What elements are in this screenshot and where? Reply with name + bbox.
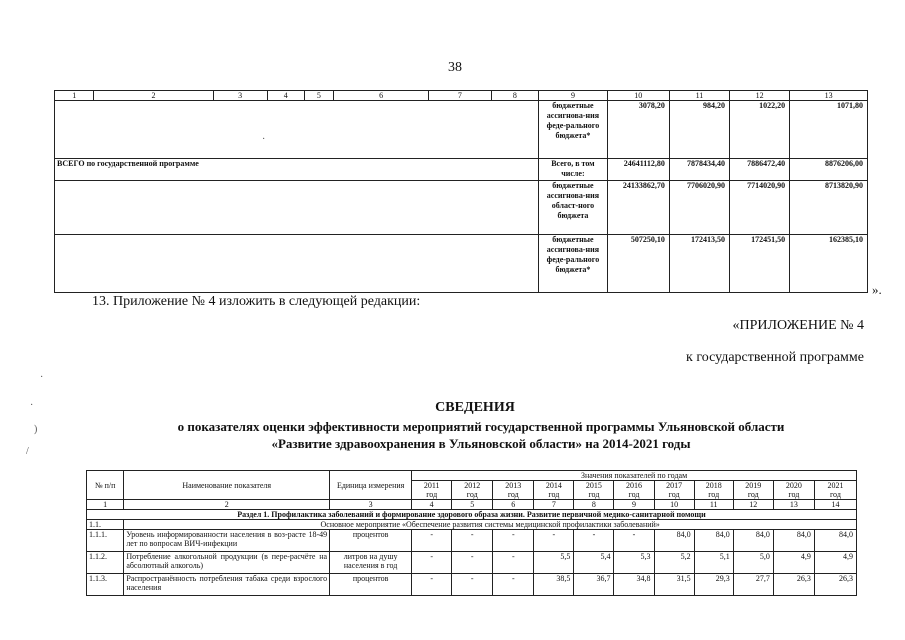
indicators-table [86,470,857,596]
indicator-unit: процентов [330,574,412,596]
indicator-unit: литров на душу населения в год [330,552,412,574]
year-cell: 2012 год [452,481,493,500]
budget-table [54,90,868,293]
year-cell: 2013 год [493,481,534,500]
value-cell: 8876206,00 [790,159,868,181]
value-cell: 1071,80 [790,101,868,159]
col-num: 6 [493,500,534,510]
table-row [55,159,868,181]
year-cell: 2020 год [773,481,814,500]
col-num: 7 [429,91,491,101]
value-cell: 162385,10 [790,235,868,293]
document-subtitle-2: «Развитие здравоохранения в Ульяновской области» на 2014-2021 годы [271,436,691,451]
indicator-name: Уровень информированности населения в воз-расте 18-49 лет по вопросам ВИЧ-инфекции [124,530,330,552]
value-cell: 507250,10 [607,235,669,293]
value-cell: 84,0 [654,530,694,552]
col-num: 4 [267,91,304,101]
value-cell: - [412,574,452,596]
col-num: 13 [773,500,814,510]
value-cell: 1022,20 [730,101,790,159]
indicator-name: Распространённость потребления табака среди взрослого населения [124,574,330,596]
year-cell: 2019 год [733,481,773,500]
col-num: 2 [124,500,330,510]
value-cell: 24133862,70 [607,181,669,235]
scan-mark: · [262,134,266,145]
value-cell: 5,5 [534,552,574,574]
program-label-cell [55,101,539,159]
col-num: 13 [790,91,868,101]
col-num: 1 [87,500,124,510]
value-cell: 5,4 [574,552,614,574]
year-cell: 2015 год [574,481,614,500]
col-num: 3 [330,500,412,510]
value-cell: 84,0 [694,530,733,552]
column-number-row [87,500,857,510]
row-no: 1.1.1. [87,530,124,552]
funding-source: Всего, в том числе: [539,159,607,181]
table-row [55,101,868,159]
value-cell: - [493,530,534,552]
funding-source: бюджетные ассигнова-ния област-ного бюджета [539,181,607,235]
value-cell: 31,5 [654,574,694,596]
row-no: 1.1.2. [87,552,124,574]
value-cell: 984,20 [669,101,729,159]
col-num: 10 [654,500,694,510]
col-num: 12 [730,91,790,101]
col-num: 7 [534,500,574,510]
year-cell: 2011 год [412,481,452,500]
col-num: 5 [452,500,493,510]
year-cell: 2021 год [814,481,856,500]
appendix-label: «ПРИЛОЖЕНИЕ № 4 [732,318,864,333]
scan-mark: · [30,400,34,411]
program-label-cell [55,235,539,293]
table-row [87,530,857,552]
col-num: 9 [539,91,607,101]
value-cell: - [452,552,493,574]
col-num: 3 [213,91,267,101]
col-num: 1 [55,91,94,101]
table-row [87,552,857,574]
table-row [55,181,868,235]
header-values: Значения показателей по годам [412,471,857,481]
value-cell: 7878434,40 [669,159,729,181]
value-cell: 8713820,90 [790,181,868,235]
value-cell: 3078,20 [607,101,669,159]
measure-row [87,520,857,530]
header-name: Наименование показателя [124,471,330,500]
value-cell: - [493,574,534,596]
document-subtitle-1: о показателях оценки эффективности мероприятий государственной программы Ульяновской области [177,419,785,434]
value-cell: - [493,552,534,574]
value-cell: 5,0 [733,552,773,574]
value-cell: 4,9 [773,552,814,574]
indicator-unit: процентов [330,530,412,552]
col-num: 11 [669,91,729,101]
header-no: № п/п [87,471,124,500]
section-title: Раздел 1. Профилактика заболеваний и формирование здорового образа жизни. Развитие первичной медико-санитарной помощи [87,510,857,520]
value-cell: 7886472,40 [730,159,790,181]
value-cell: - [452,574,493,596]
value-cell: 172413,50 [669,235,729,293]
col-num: 11 [694,500,733,510]
item-text: 13. Приложение № 4 изложить в следующей редакции: [92,294,421,309]
document-title: СВЕДЕНИЯ [435,400,515,415]
value-cell: - [534,530,574,552]
value-cell: 7714020,90 [730,181,790,235]
value-cell: 84,0 [773,530,814,552]
value-cell: 5,2 [654,552,694,574]
col-num: 8 [574,500,614,510]
section-row [87,510,857,520]
year-cell: 2017 год [654,481,694,500]
header-row [87,471,857,481]
year-cell: 2018 год [694,481,733,500]
table-row [55,235,868,293]
value-cell: 5,3 [614,552,654,574]
col-num: 12 [733,500,773,510]
indicator-name: Потребление алкогольной продукции (в пере-расчёте на абсолютный алкоголь) [124,552,330,574]
table-row [87,574,857,596]
col-num: 9 [614,500,654,510]
value-cell: 84,0 [814,530,856,552]
col-num: 2 [94,91,213,101]
measure-no: 1.1. [87,520,124,530]
value-cell: 26,3 [814,574,856,596]
value-cell: 26,3 [773,574,814,596]
row-no: 1.1.3. [87,574,124,596]
value-cell: 24641112,80 [607,159,669,181]
value-cell: 172451,50 [730,235,790,293]
value-cell: 7706020,90 [669,181,729,235]
value-cell: 36,7 [574,574,614,596]
col-num: 4 [412,500,452,510]
column-number-row [55,91,868,101]
value-cell: 4,9 [814,552,856,574]
funding-source: бюджетные ассигнова-ния феде-рального бюджета* [539,101,607,159]
program-label-cell: ВСЕГО по государственной программе [55,159,539,181]
value-cell: 5,1 [694,552,733,574]
header-unit: Единица измерения [330,471,412,500]
value-cell: 84,0 [733,530,773,552]
scan-mark: / [26,446,29,457]
value-cell: - [412,552,452,574]
funding-source: бюджетные ассигнова-ния феде-рального бюджета* [539,235,607,293]
value-cell: 38,5 [534,574,574,596]
closing-quote: ». [872,282,882,297]
col-num: 10 [607,91,669,101]
appendix-subtitle: к государственной программе [686,350,864,365]
value-cell: - [574,530,614,552]
value-cell: - [452,530,493,552]
year-cell: 2014 год [534,481,574,500]
value-cell: 29,3 [694,574,733,596]
scan-mark: ) [34,424,38,435]
year-cell: 2016 год [614,481,654,500]
page-number: 38 [448,60,462,75]
value-cell: 34,8 [614,574,654,596]
program-label-cell [55,181,539,235]
scan-mark: · [40,372,44,383]
col-num: 5 [304,91,333,101]
col-num: 8 [491,91,539,101]
value-cell: 27,7 [733,574,773,596]
value-cell: - [614,530,654,552]
col-num: 6 [333,91,428,101]
col-num: 14 [814,500,856,510]
measure-title: Основное мероприятие «Обеспечение развития системы медицинской профилактики заболеваний» [124,520,857,530]
value-cell: - [412,530,452,552]
